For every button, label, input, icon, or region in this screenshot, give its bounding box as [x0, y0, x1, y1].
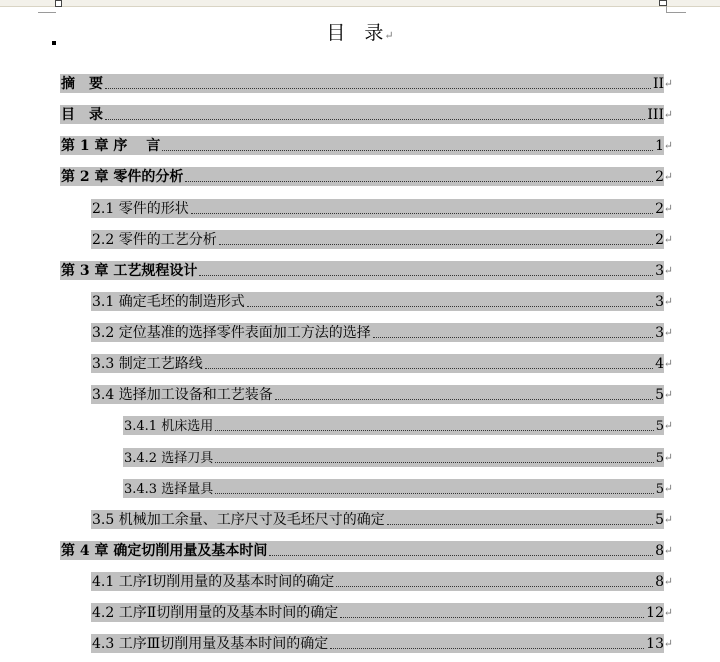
toc-entry-label: 3.4.3 选择量具 [124, 482, 214, 497]
paragraph-mark-icon: ↵ [663, 606, 673, 619]
paragraph-mark-icon: ↵ [663, 108, 673, 121]
toc-leader [205, 368, 653, 369]
toc-entry-label: 3.2 定位基准的选择零件表面加工方法的选择 [92, 325, 371, 341]
toc-entry-label: 第 3 章 工艺规程设计 [61, 263, 198, 279]
paragraph-mark-icon: ↵ [663, 544, 673, 557]
toc-leader [215, 462, 654, 463]
toc-entry-page: II [652, 76, 664, 92]
toc-entry-page: 5 [655, 451, 664, 466]
toc-leader [247, 306, 653, 307]
toc-entry-label: 4.2 工序Ⅱ切削用量的及基本时间的确定 [92, 605, 339, 621]
toc-leader [199, 275, 653, 276]
toc-entry-label: 4.1 工序Ⅰ切削用量的及基本时间的确定 [92, 574, 335, 590]
toc-entry-page: 5 [655, 482, 664, 497]
toc-leader [105, 119, 645, 120]
toc-entry-label: 4.3 工序Ⅲ切削用量及基本时间的确定 [92, 636, 329, 652]
toc-entry[interactable] [91, 603, 673, 622]
toc-entry[interactable] [91, 510, 673, 529]
toc-leader [269, 555, 653, 556]
toc-leader [219, 244, 653, 245]
toc-leader [215, 493, 654, 494]
paragraph-mark-icon: ↵ [663, 295, 673, 308]
toc-entry-label: 2.2 零件的工艺分析 [92, 232, 217, 248]
paragraph-mark-icon: ↵ [663, 202, 673, 215]
toc-entry[interactable] [60, 541, 673, 560]
toc-entry-label: 3.4 选择加工设备和工艺装备 [92, 387, 273, 403]
toc-entry-page: 8 [655, 543, 664, 559]
toc-entry-label: 3.4.2 选择刀具 [124, 451, 214, 466]
paragraph-mark-icon: ↵ [663, 575, 673, 588]
toc-leader [105, 88, 651, 89]
paragraph-mark-icon: ↵ [663, 139, 673, 152]
toc-leader [330, 648, 644, 649]
paragraph-mark-icon: ↵ [663, 77, 673, 90]
toc-entry[interactable] [91, 385, 673, 404]
paragraph-mark-icon: ↵ [663, 357, 673, 370]
toc-entry-label: 目 录 [61, 107, 103, 123]
toc-entry[interactable] [60, 105, 673, 124]
toc-entry-page: 4 [655, 356, 664, 372]
toc-entry[interactable] [123, 416, 673, 435]
toc-leader [185, 181, 653, 182]
toc-entry[interactable] [91, 572, 673, 591]
paragraph-mark-icon: ↵ [663, 326, 673, 339]
toc-entry-page: 5 [655, 387, 664, 403]
toc-entry-page: III [647, 107, 664, 123]
margin-corner-right [666, 12, 686, 13]
toc-entry-page: 5 [655, 512, 664, 528]
toc-entry[interactable] [60, 167, 673, 186]
toc-entry[interactable] [91, 354, 673, 373]
paragraph-mark-icon: ↵ [663, 637, 673, 650]
toc-entry[interactable] [60, 261, 673, 280]
paragraph-mark-icon: ↵ [663, 264, 673, 277]
paragraph-mark-icon: ↵ [663, 170, 673, 183]
toc-entry-page: 2 [655, 201, 664, 217]
toc-entry[interactable] [123, 448, 673, 467]
toc-entry[interactable] [123, 479, 673, 498]
toc-entry-label: 2.1 零件的形状 [92, 201, 189, 217]
toc-entry-label: 第 2 章 零件的分析 [61, 169, 184, 185]
toc-entry-page: 2 [655, 232, 664, 248]
toc-entry-page: 12 [646, 605, 664, 621]
toc-entry-page: 3 [655, 263, 664, 279]
table-anchor-icon[interactable] [55, 0, 62, 7]
paragraph-mark-icon: ↵ [663, 451, 673, 464]
page-title-text: 目 录 [326, 22, 384, 44]
toc-leader [340, 617, 644, 618]
toc-entry-page: 13 [646, 636, 664, 652]
paragraph-mark-icon: ↵ [384, 29, 394, 42]
toc-entry-page: 3 [655, 294, 664, 310]
toc-entry-label: 第 4 章 确定切削用量及基本时间 [61, 543, 268, 559]
toc-entry-page: 1 [655, 138, 664, 154]
toc-leader [215, 430, 654, 431]
paragraph-mark-icon: ↵ [663, 388, 673, 401]
toc-entry-label: 3.4.1 机床选用 [124, 419, 214, 434]
page-title [0, 18, 720, 45]
toc-entry-label: 3.5 机械加工余量、工序尺寸及毛坯尺寸的确定 [92, 512, 385, 528]
toc-entry-label: 第 1 章 序 言 [61, 138, 161, 154]
toc-entry[interactable] [91, 230, 673, 249]
toc-entry[interactable] [60, 74, 673, 93]
toc-leader [275, 399, 653, 400]
paragraph-mark-icon: ↵ [663, 233, 673, 246]
paragraph-mark-icon: ↵ [663, 419, 673, 432]
toc-leader [387, 524, 653, 525]
toc-leader [191, 213, 653, 214]
toc-entry-label: 摘 要 [61, 76, 103, 92]
toc-entry[interactable] [91, 323, 673, 342]
toc-entry-page: 8 [655, 574, 664, 590]
margin-corner-left [38, 12, 56, 13]
toc-entry-label: 3.3 制定工艺路线 [92, 356, 203, 372]
toc-entry-page: 5 [655, 419, 664, 434]
toc-leader [373, 337, 653, 338]
toc-leader [336, 586, 653, 587]
paragraph-mark-icon: ↵ [663, 513, 673, 526]
toc-entry[interactable] [91, 199, 673, 218]
ruler-strip [0, 0, 720, 7]
toc-entry-page: 2 [655, 169, 664, 185]
toc-entry-label: 3.1 确定毛坯的制造形式 [92, 294, 245, 310]
toc-entry-page: 3 [655, 325, 664, 341]
paragraph-mark-icon: ↵ [663, 482, 673, 495]
toc-entry[interactable] [91, 292, 673, 311]
toc-entry[interactable] [60, 136, 673, 155]
resize-handle-icon[interactable] [659, 0, 667, 6]
toc-entry[interactable] [91, 634, 673, 653]
toc-leader [162, 150, 653, 151]
